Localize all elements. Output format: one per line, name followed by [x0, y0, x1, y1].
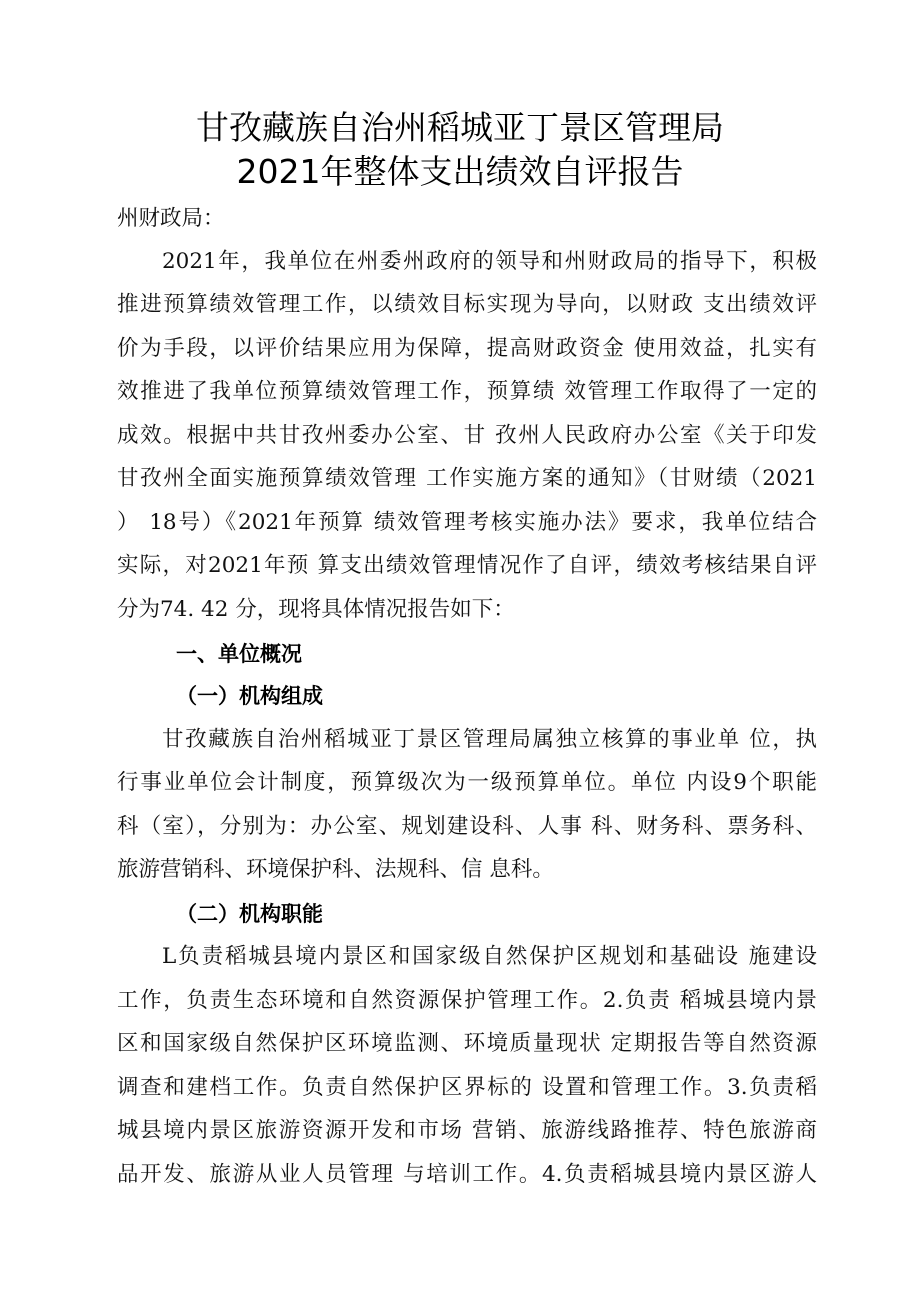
paragraph-line: 旅游营销科、环境保护科、法规科、信 息科。 [117, 857, 554, 882]
paragraph-line: 调查和建档工作。负责自然保护区界标的 设置和管理工作。3.负责稻 [117, 1075, 817, 1100]
paragraph-line: 城县境内景区旅游资源开发和市场 营销、旅游线路推荐、特色旅游商 [117, 1118, 817, 1143]
intro-line: 实际，对2021年预 算支出绩效管理情况作了自评，绩效考核结果自评 [117, 553, 817, 578]
intro-line: 成效。根据中共甘孜州委办公室、甘 孜州人民政府办公室《关于印发 [117, 423, 817, 448]
intro-line: ） 18号）《2021年预算 绩效管理考核实施办法》要求，我单位结合 [117, 510, 817, 535]
subsection-heading: （一）机构组成 [176, 684, 323, 708]
document-title-line-2: 2021年整体支出绩效自评报告 [236, 152, 684, 191]
intro-line: 2021年，我单位在州委州政府的领导和州财政局的指导下，积极 [162, 249, 817, 274]
paragraph-line: L负责稻城县境内景区和国家级自然保护区规划和基础设 施建设 [162, 944, 817, 969]
paragraph-line: 甘孜藏族自治州稻城亚丁景区管理局属独立核算的事业单 位，执 [162, 727, 817, 752]
paragraph-line: 行事业单位会计制度，预算级次为一级预算单位。单位 内设9个职能 [117, 770, 817, 795]
intro-line: 分为74. 42 分，现将具体情况报告如下： [117, 597, 515, 622]
intro-line: 效推进了我单位预算绩效管理工作，预算绩 效管理工作取得了一定的 [117, 379, 817, 404]
intro-line: 推进预算绩效管理工作，以绩效目标实现为导向，以财政 支出绩效评 [117, 292, 817, 317]
paragraph-line: 工作，负责生态环境和自然资源保护管理工作。2.负责 稻城县境内景 [117, 988, 817, 1013]
section-heading: 一、单位概况 [176, 642, 302, 666]
document-title-line-1: 甘孜藏族自治州稻城亚丁景区管理局 [196, 108, 724, 147]
subsection-heading: （二）机构职能 [176, 902, 323, 926]
salutation: 州财政局： [117, 206, 225, 231]
intro-line: 价为手段，以评价结果应用为保障，提高财政资金 使用效益，扎实有 [117, 336, 817, 361]
paragraph-line: 区和国家级自然保护区环境监测、环境质量现状 定期报告等自然资源 [117, 1031, 817, 1056]
paragraph-line: 科（室），分别为：办公室、规划建设科、人事 科、财务科、票务科、 [117, 814, 817, 839]
intro-line: 甘孜州全面实施预算绩效管理 工作实施方案的通知》（甘财绩（2021 [117, 466, 817, 491]
paragraph-line: 品开发、旅游从业人员管理 与培训工作。4.负责稻城县境内景区游人 [117, 1162, 817, 1187]
